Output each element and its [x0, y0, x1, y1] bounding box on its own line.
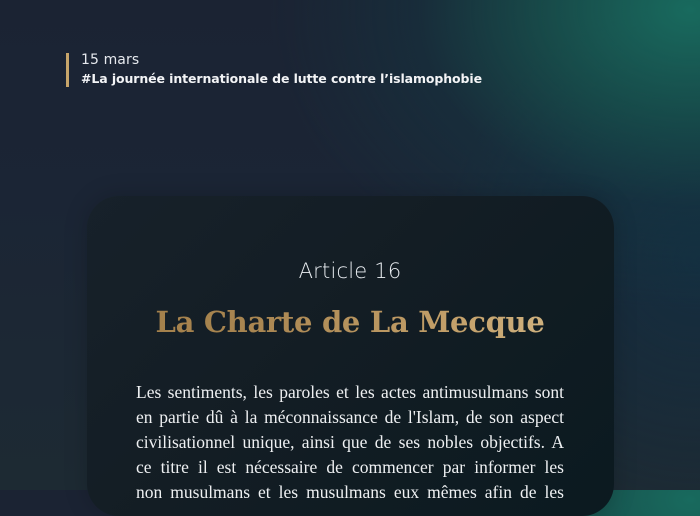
header-date: 15 mars	[81, 52, 140, 68]
body-line: ce titre il est nécessaire de commencer par informer les	[136, 457, 564, 477]
body-line: non musulmans et les musulmans eux mêmes afin de les	[136, 482, 564, 502]
header-text	[81, 51, 482, 88]
article-title: La Charte de La Mecque	[0, 302, 700, 342]
body-line: en partie dû à la méconnaissance de l'Islam, de son aspect	[136, 407, 564, 427]
header-hashtag: #La journée internationale de lutte contre l’islamophobie	[81, 71, 482, 86]
body-line: Les sentiments, les paroles et les actes antimusulmans sont	[136, 382, 564, 402]
header	[66, 51, 482, 88]
body-line: civilisationnel unique, ainsi que de ses nobles objectifs. A	[136, 432, 564, 452]
accent-bar	[66, 53, 69, 87]
article-body	[136, 380, 564, 505]
article-number: Article 16	[298, 259, 402, 283]
